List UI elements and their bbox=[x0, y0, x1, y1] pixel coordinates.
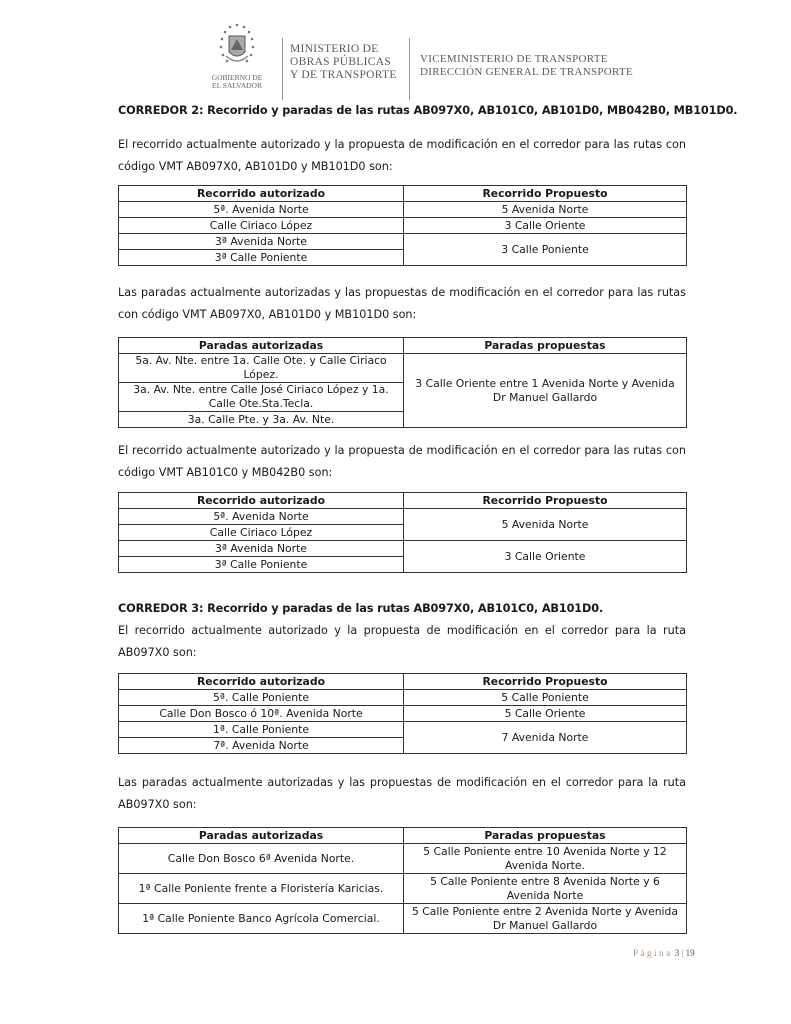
table-cell: 3a. Calle Pte. y 3a. Av. Nte. bbox=[119, 412, 404, 428]
column-header: Recorrido Propuesto bbox=[404, 186, 687, 202]
table-cell: 3ª Calle Poniente bbox=[119, 557, 404, 573]
table-cell: 5 Calle Poniente entre 10 Avenida Norte y 12 Avenida Norte. bbox=[404, 844, 687, 874]
corredor3-heading: CORREDOR 3: Recorrido y paradas de las rutas AB097X0, AB101C0, AB101D0. bbox=[118, 602, 604, 615]
route-table bbox=[118, 185, 687, 266]
column-header: Recorrido autorizado bbox=[119, 493, 404, 509]
table-cell: 7 Avenida Norte bbox=[404, 722, 687, 754]
table-cell: 5 Calle Oriente bbox=[404, 706, 687, 722]
table-cell: 3ª Avenida Norte bbox=[119, 541, 404, 557]
government-label: GOBIERNO DE EL SALVADOR bbox=[211, 73, 263, 90]
table-cell: Calle Ciriaco López bbox=[119, 218, 404, 234]
column-header: Recorrido autorizado bbox=[119, 674, 404, 690]
paragraph: El recorrido actualmente autorizado y la propuesta de modificación en el corredor para la ruta AB097X0 son: bbox=[118, 624, 686, 659]
header-divider bbox=[409, 38, 410, 100]
stops-table bbox=[118, 827, 687, 934]
page-separator: | bbox=[679, 948, 686, 958]
column-header: Recorrido autorizado bbox=[119, 186, 404, 202]
page-footer bbox=[633, 948, 695, 958]
coat-of-arms-icon bbox=[213, 22, 261, 72]
corredor2-heading: CORREDOR 2: Recorrido y paradas de las rutas AB097X0, AB101C0, AB101D0, MB042B0, MB101D0. bbox=[118, 104, 738, 117]
table-cell: Calle Don Bosco ó 10ª. Avenida Norte bbox=[119, 706, 404, 722]
paragraph: El recorrido actualmente autorizado y la propuesta de modificación en el corredor para las rutas con código VMT AB097X0, AB101D0 y MB101D0 son: bbox=[118, 138, 686, 173]
page-label: Página bbox=[633, 948, 673, 958]
table-cell: 3 Calle Oriente entre 1 Avenida Norte y Avenida Dr Manuel Gallardo bbox=[404, 354, 687, 428]
column-header: Paradas autorizadas bbox=[119, 338, 404, 354]
viceministry-name: VICEMINISTERIO DE TRANSPORTE DIRECCIÓN GENERAL DE TRANSPORTE bbox=[420, 53, 634, 78]
table-cell: 3 Calle Poniente bbox=[404, 234, 687, 266]
table-cell: 1ª Calle Poniente frente a Floristería Karicias. bbox=[119, 874, 404, 904]
table-cell: 3a. Av. Nte. entre Calle José Ciriaco López y 1a. Calle Ote.Sta.Tecla. bbox=[119, 383, 404, 412]
paragraph: Las paradas actualmente autorizadas y las propuestas de modificación en el corredor para la ruta AB097X0 son: bbox=[118, 776, 686, 811]
column-header: Recorrido Propuesto bbox=[404, 493, 687, 509]
stops-table bbox=[118, 337, 687, 428]
table-cell: 5 Calle Poniente bbox=[404, 690, 687, 706]
table-cell: 5ª. Calle Poniente bbox=[119, 690, 404, 706]
table-cell: 3 Calle Oriente bbox=[404, 541, 687, 573]
table-cell: 5 Calle Poniente entre 8 Avenida Norte y 6 Avenida Norte bbox=[404, 874, 687, 904]
column-header: Paradas propuestas bbox=[404, 338, 687, 354]
table-cell: 5ª. Avenida Norte bbox=[119, 202, 404, 218]
table-cell: 3 Calle Oriente bbox=[404, 218, 687, 234]
table-cell: 5 Avenida Norte bbox=[404, 202, 687, 218]
table-cell: 3ª Avenida Norte bbox=[119, 234, 404, 250]
route-table bbox=[118, 492, 687, 573]
table-cell: 5 Avenida Norte bbox=[404, 509, 687, 541]
table-cell: 5ª. Avenida Norte bbox=[119, 509, 404, 525]
route-table bbox=[118, 673, 687, 754]
column-header: Recorrido Propuesto bbox=[404, 674, 687, 690]
table-cell: 1ª. Calle Poniente bbox=[119, 722, 404, 738]
column-header: Paradas autorizadas bbox=[119, 828, 404, 844]
table-cell: 5a. Av. Nte. entre 1a. Calle Ote. y Calle Ciriaco López. bbox=[119, 354, 404, 383]
page-header bbox=[195, 22, 665, 94]
page-total: 19 bbox=[685, 948, 695, 958]
table-cell: 3ª Calle Poniente bbox=[119, 250, 404, 266]
document-body bbox=[118, 103, 738, 934]
table-cell: Calle Don Bosco 6ª Avenida Norte. bbox=[119, 844, 404, 874]
page-number: 3 bbox=[674, 948, 680, 958]
ministry-name: MINISTERIO DE OBRAS PÚBLICAS Y DE TRANSPORTE bbox=[290, 43, 397, 81]
table-cell: Calle Ciriaco López bbox=[119, 525, 404, 541]
paragraph: El recorrido actualmente autorizado y la propuesta de modificación en el corredor para las rutas con código VMT AB101C0 y MB042B0 son: bbox=[118, 444, 686, 479]
table-cell: 7ª. Avenida Norte bbox=[119, 738, 404, 754]
paragraph: Las paradas actualmente autorizadas y las propuestas de modificación en el corredor para las rutas con código VMT AB097X0, AB101D0 y MB101D0 son: bbox=[118, 286, 686, 321]
table-cell: 1ª Calle Poniente Banco Agrícola Comercial. bbox=[119, 904, 404, 934]
column-header: Paradas propuestas bbox=[404, 828, 687, 844]
header-divider bbox=[282, 38, 283, 100]
table-cell: 5 Calle Poniente entre 2 Avenida Norte y Avenida Dr Manuel Gallardo bbox=[404, 904, 687, 934]
